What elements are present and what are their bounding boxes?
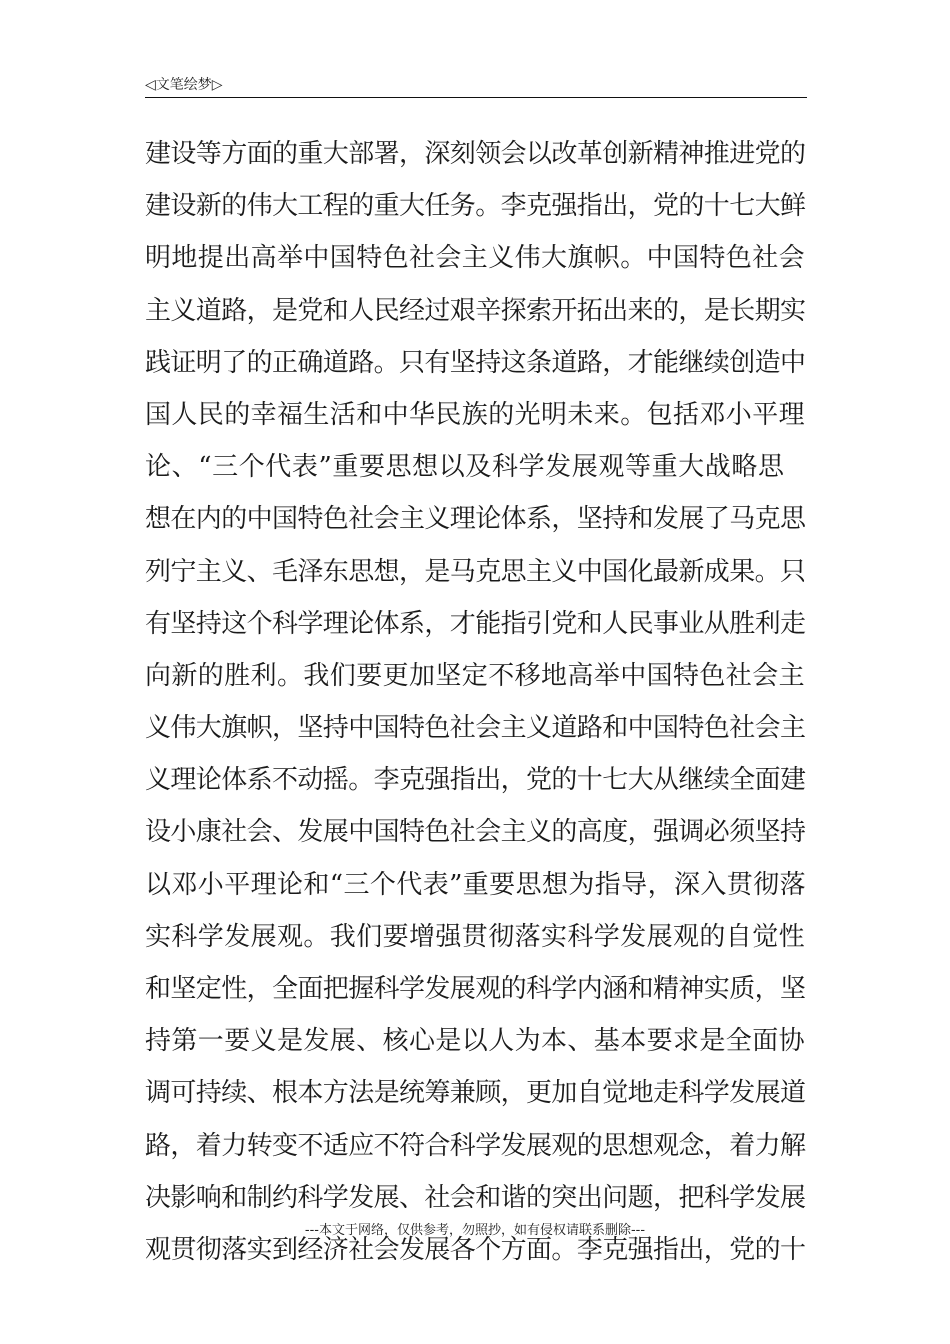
text-line: 有坚持这个科学理论体系，才能指引党和人民事业从胜利走 — [145, 608, 806, 639]
text-line: 明地提出高举中国特色社会主义伟大旗帜。中国特色社会 — [145, 243, 806, 274]
text-line: 建设新的伟大工程的重大任务。李克强指出，党的十七大鲜 — [145, 191, 806, 222]
text-line: 持第一要义是发展、核心是以人为本、基本要求是全面协 — [145, 1026, 806, 1057]
text-line: 以邓小平理论和“三个代表”重要思想为指导，深入贯彻落 — [145, 869, 806, 900]
text-line: 路，着力转变不适应不符合科学发展观的思想观念，着力解 — [145, 1130, 806, 1161]
text-line: 实科学发展观。我们要增强贯彻落实科学发展观的自觉性 — [145, 921, 806, 952]
text-line: 义伟大旗帜，坚持中国特色社会主义道路和中国特色社会主 — [145, 713, 806, 744]
page-header — [145, 72, 807, 98]
text-line: 调可持续、根本方法是统筹兼顾，更加自觉地走科学发展道 — [145, 1078, 806, 1109]
text-line: 建设等方面的重大部署，深刻领会以改革创新精神推进党的 — [145, 139, 806, 169]
text-line: 想在内的中国特色社会主义理论体系，坚持和发展了马克思 — [145, 504, 806, 535]
header-title: ◁文笔绘梦▷ — [145, 77, 223, 93]
text-line: 设小康社会、发展中国特色社会主义的高度，强调必须坚持 — [145, 817, 806, 848]
text-line: 践证明了的正确道路。只有坚持这条道路，才能继续创造中 — [145, 347, 806, 378]
text-line: 向新的胜利。我们要更加坚定不移地高举中国特色社会主 — [145, 660, 806, 691]
text-line: 决影响和制约科学发展、社会和谐的突出问题，把科学发展 — [145, 1182, 806, 1213]
text-line: 列宁主义、毛泽东思想，是马克思主义中国化最新成果。只 — [145, 556, 806, 587]
text-line: 主义道路，是党和人民经过艰辛探索开拓出来的，是长期实 — [145, 295, 806, 326]
header-divider — [145, 97, 807, 98]
text-line: 国人民的幸福生活和中华民族的光明未来。包括邓小平理 — [145, 399, 806, 430]
page-footer: ---本文于网络，仅供参考，勿照抄，如有侵权请联系删除--- — [304, 1223, 646, 1238]
text-line: 观贯彻落实到经济社会发展各个方面。李克强指出，党的十 — [145, 1234, 806, 1265]
text-line: 义理论体系不动摇。李克强指出，党的十七大从继续全面建 — [145, 765, 806, 796]
document-body — [145, 128, 807, 1276]
text-line: 和坚定性，全面把握科学发展观的科学内涵和精神实质，坚 — [145, 974, 806, 1004]
text-line: 论、“三个代表”重要思想以及科学发展观等重大战略思 — [145, 452, 785, 483]
